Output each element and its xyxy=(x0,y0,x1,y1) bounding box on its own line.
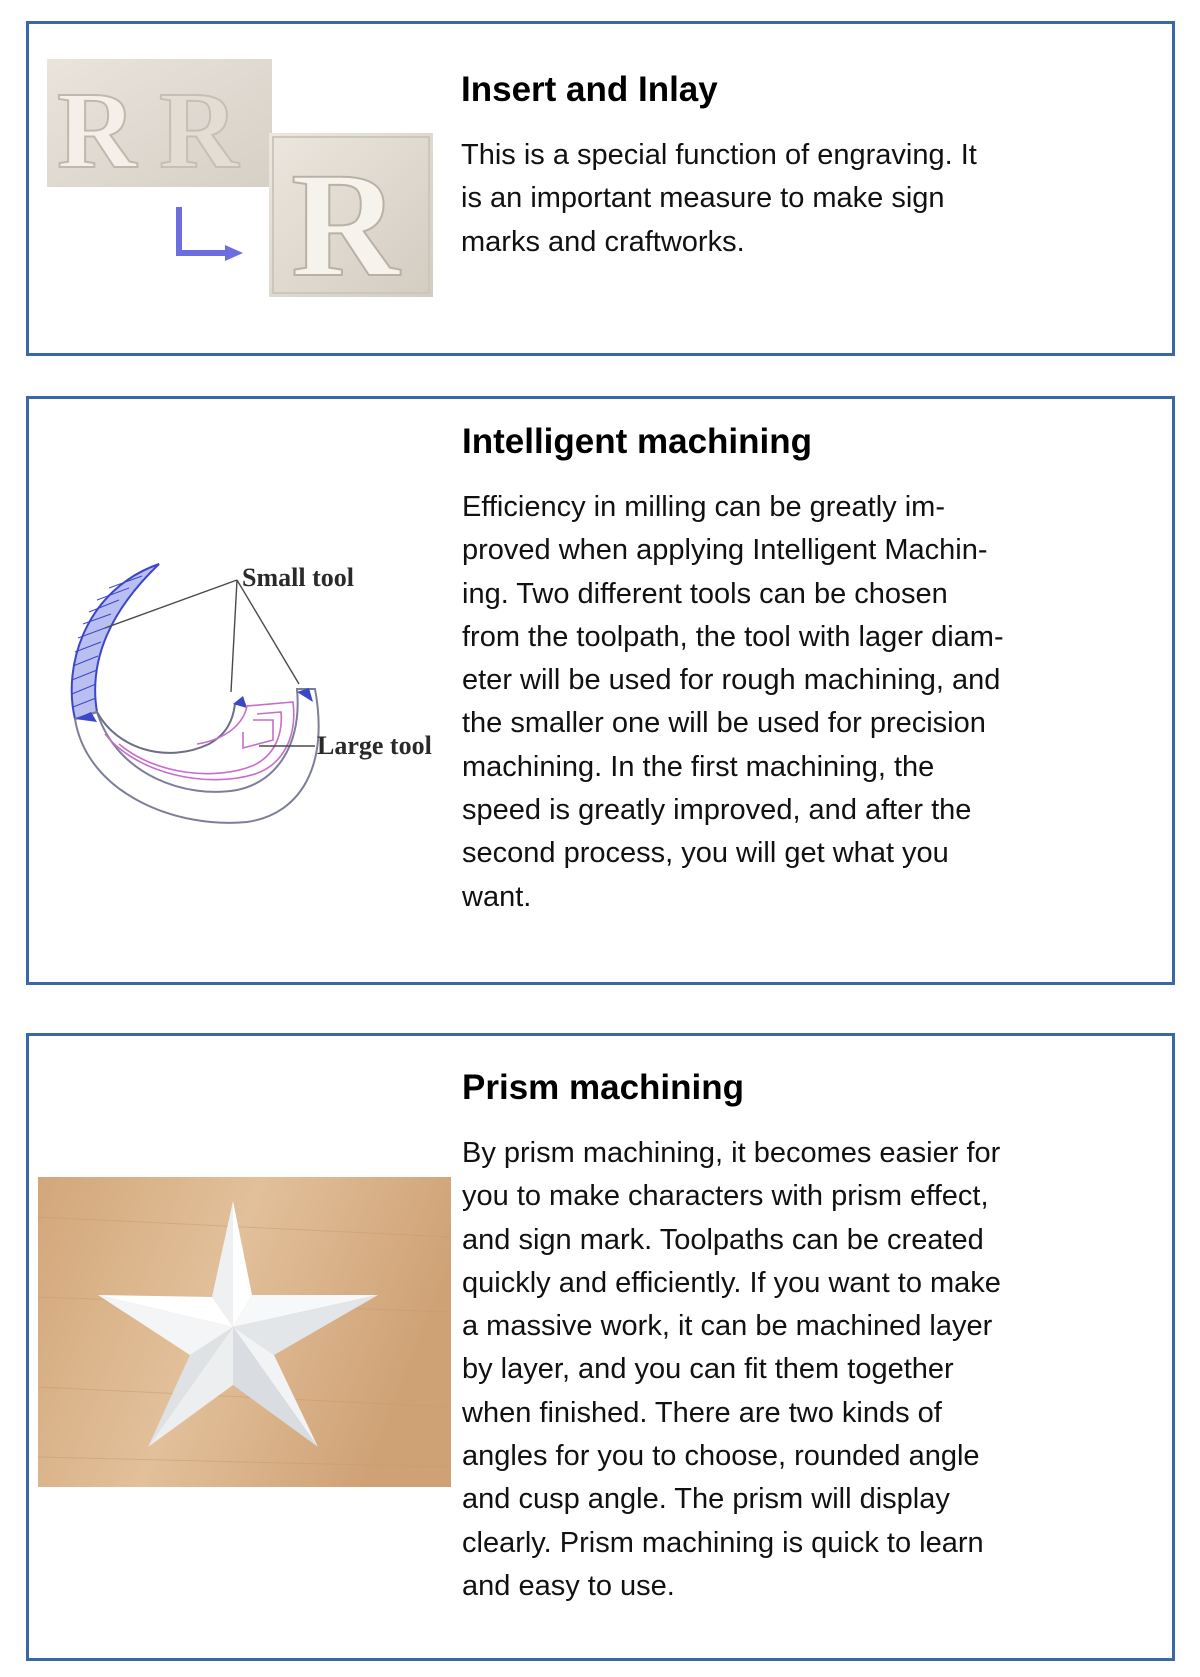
prism-star-image xyxy=(38,1177,451,1487)
intelligent-machining-text xyxy=(462,422,1152,919)
letter-r-inlay: R xyxy=(291,142,400,297)
insert-inlay-text xyxy=(461,70,1151,264)
insert-inlay-card xyxy=(26,21,1175,356)
section-body: This is a special function of engraving. It is an important measure to make sign marks and craftworks. xyxy=(461,139,977,258)
section-title: Insert and Inlay xyxy=(461,70,718,109)
section-body: By prism machining, it becomes easier for you to make characters with prism effect, and sign mark. Toolpaths can be created quickly and efficiently. If you want to make a massive work, it can be machined layer by layer, and you can fit them together when finished. There are two kinds of angles for you to choose, rounded angle and cusp angle. The prism will display clearly. Prism machining is quick to learn and easy to use. xyxy=(462,1137,1001,1602)
prism-machining-card xyxy=(26,1033,1175,1661)
large-tool-path xyxy=(105,702,294,780)
insert-inlay-image xyxy=(47,59,433,297)
section-title: Prism machining xyxy=(462,1068,745,1107)
part-outline xyxy=(75,689,319,823)
letter-r-middle: R xyxy=(159,69,239,191)
large-tool-label: Large tool xyxy=(317,731,432,760)
small-tool-path xyxy=(72,564,159,719)
intelligent-machining-diagram xyxy=(47,544,457,834)
letter-r-left: R xyxy=(57,69,137,191)
section-title: Intelligent machining xyxy=(462,422,813,461)
small-tool-label: Small tool xyxy=(242,563,354,592)
prism-machining-text xyxy=(462,1068,1152,1608)
inlay-arrow-icon xyxy=(179,207,243,261)
intelligent-machining-card xyxy=(26,396,1175,985)
section-body: Efficiency in milling can be greatly im- proved when applying Intelligent Machin- ing. Two different tools can be chosen from the toolpath, the tool with lager diam- eter will be used for rough machining, and the smaller one will be used for precision machining. In the first machining, the speed is greatly improved, and after the second process, you will get what you want. xyxy=(462,491,1004,913)
